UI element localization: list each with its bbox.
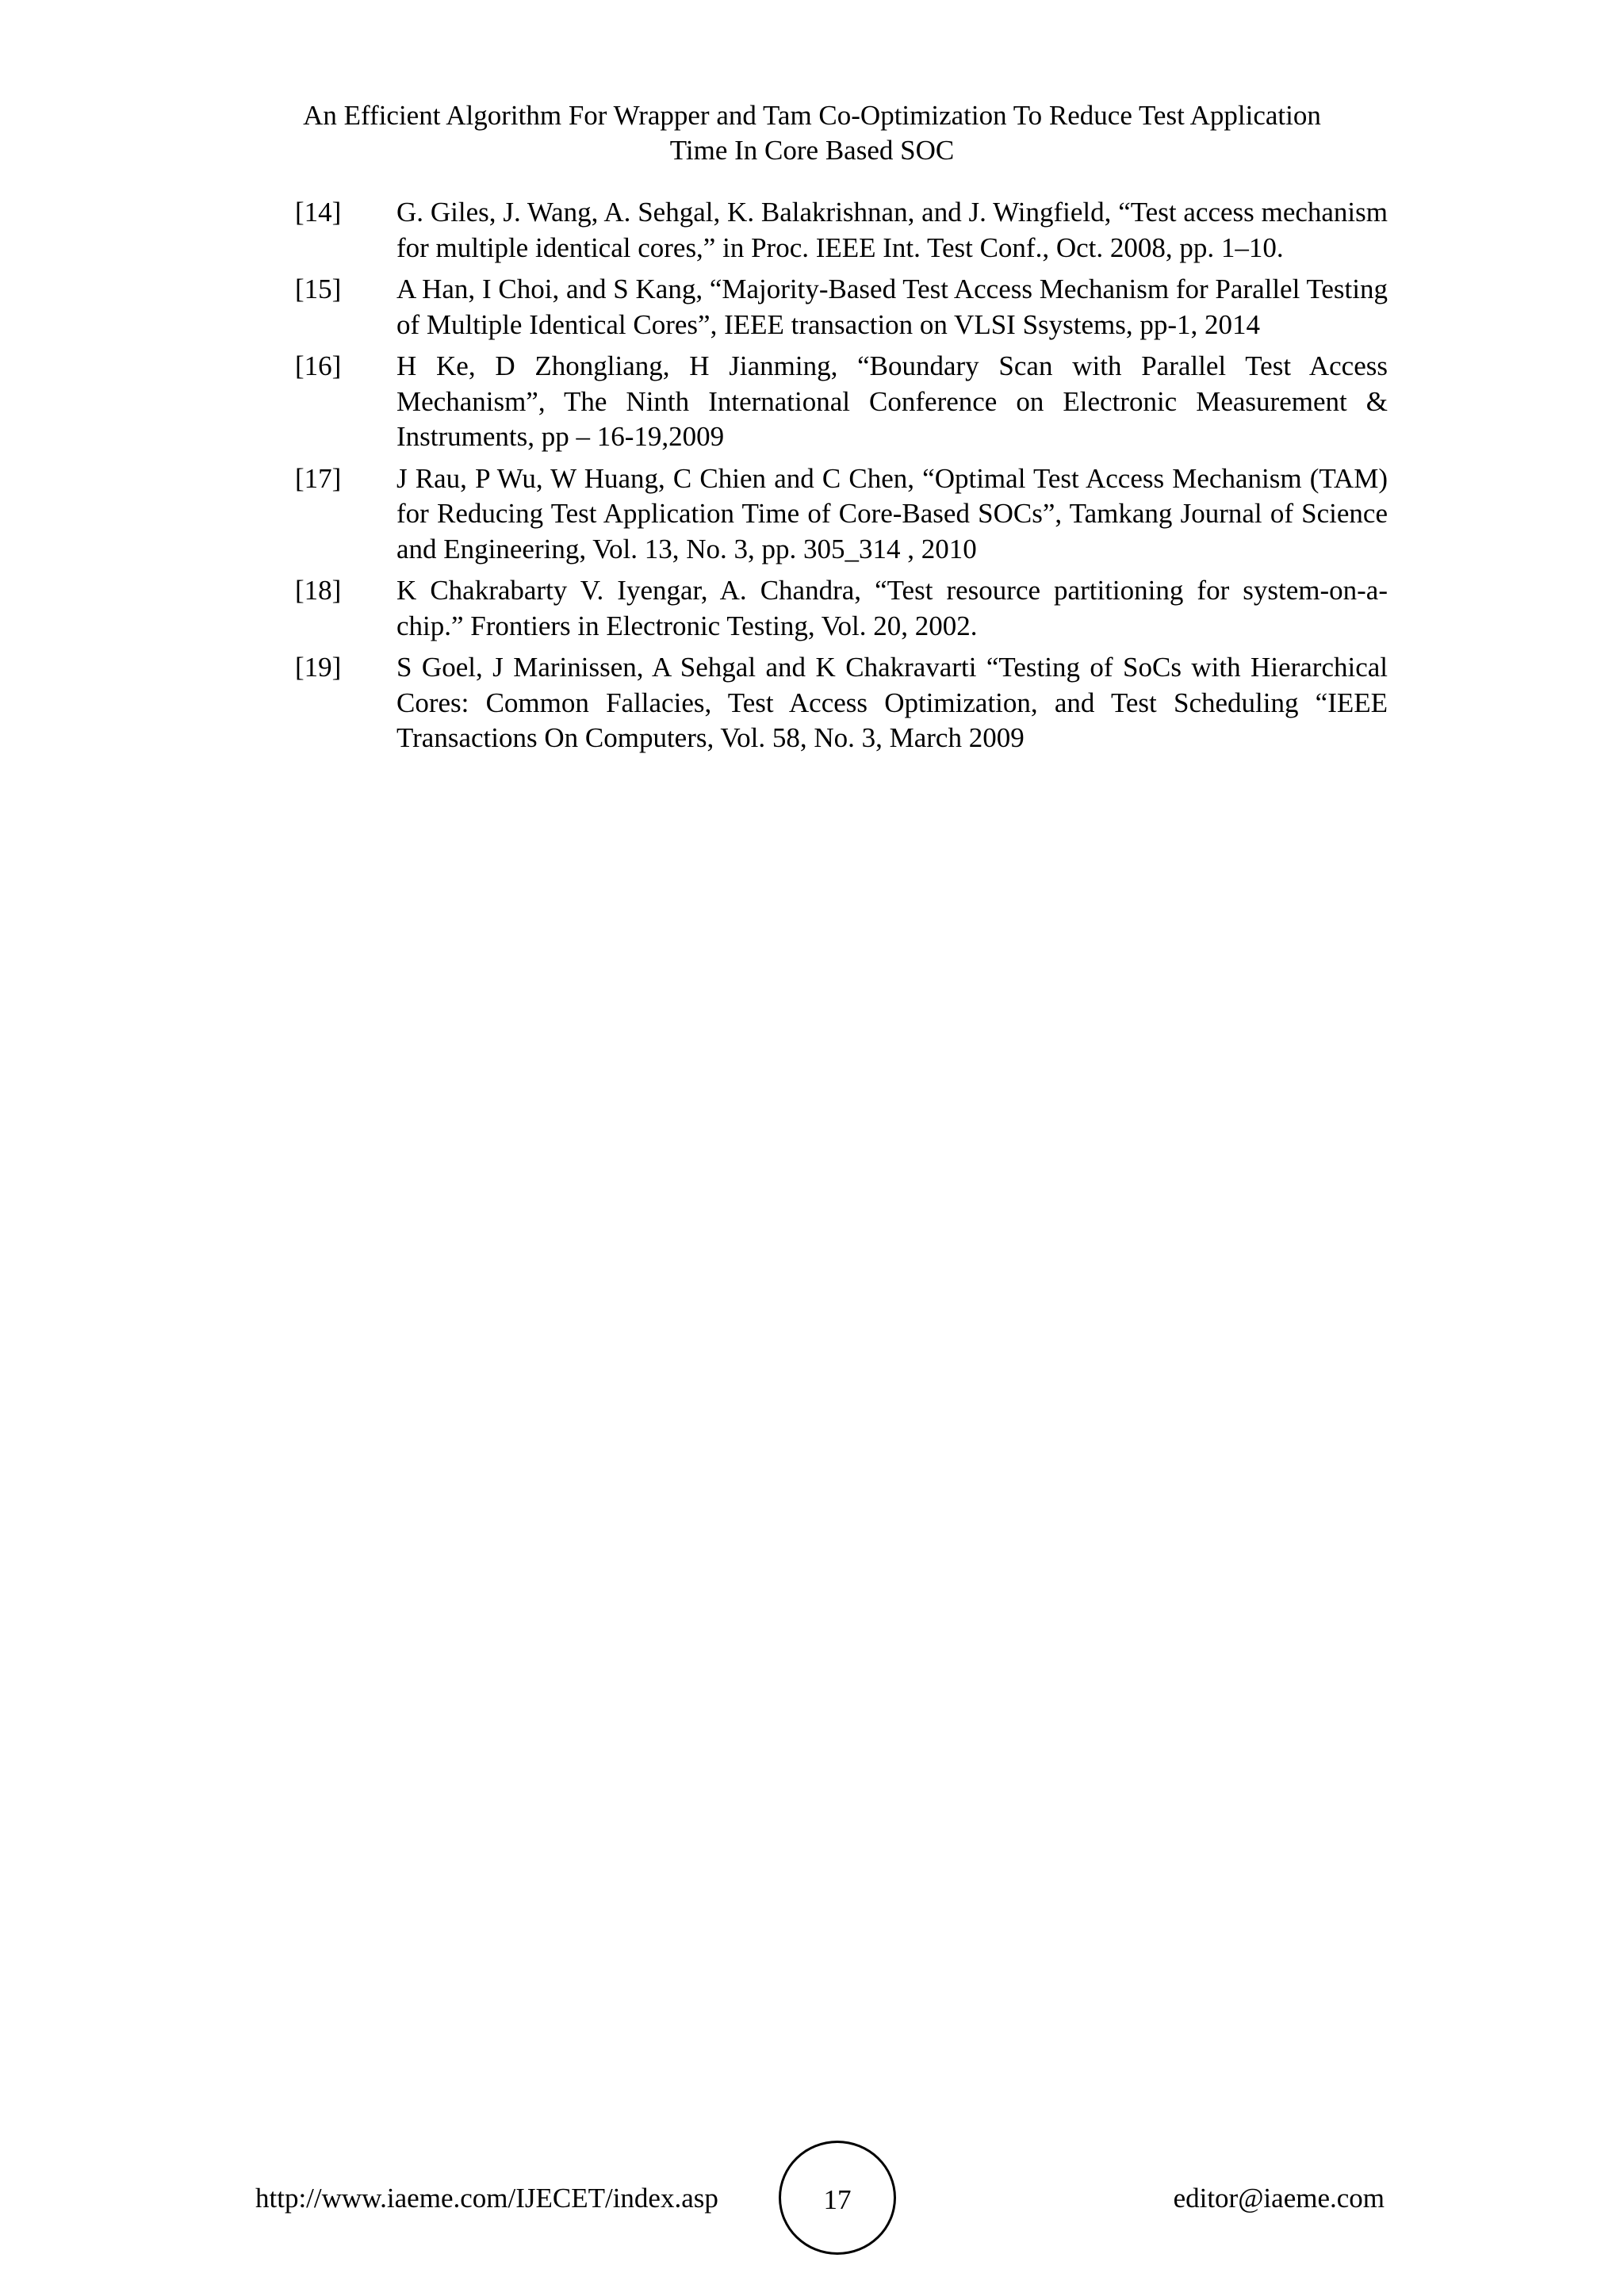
reference-number: [14] (295, 197, 342, 228)
reference-item (295, 573, 1388, 644)
header-line-2: Time In Core Based SOC (669, 135, 955, 166)
reference-text: A Han, I Choi, and S Kang, “Majority-Based Test Access Mechanism for Parallel Testing of Multiple Identical Cores”, IEEE transaction on VLSI Ssystems, pp-1, 2014 (396, 274, 1388, 340)
reference-number: [15] (295, 274, 342, 304)
header-line-1: An Efficient Algorithm For Wrapper and Tam Co-Optimization To Reduce Test Application (303, 100, 1321, 131)
footer-email-link[interactable]: editor@iaeme.com (1173, 2183, 1385, 2214)
reference-item (295, 195, 1388, 266)
reference-text: J Rau, P Wu, W Huang, C Chien and C Chen, “Optimal Test Access Mechanism (TAM) for Reducing Test Application Time of Core-Based SOCs”, Tamkang Journal of Science and Engineering, Vol. 13, No. 3, pp. 305_314 , 2010 (396, 462, 1388, 564)
reference-item (295, 461, 1388, 568)
reference-item (295, 272, 1388, 342)
reference-text: G. Giles, J. Wang, A. Sehgal, K. Balakrishnan, and J. Wingfield, “Test access mechanism for multiple identical cores,” in Proc. IEEE Int. Test Conf., Oct. 2008, pp. 1–10. (396, 197, 1388, 263)
reference-text: S Goel, J Marinissen, A Sehgal and K Chakravarti “Testing of SoCs with Hierarchical Cores: Common Fallacies, Test Access Optimization, and Test Scheduling “IEEE Transactions On Computers, Vol. 58, No. 3, March 2009 (396, 652, 1388, 753)
page-number-circle (779, 2141, 896, 2255)
footer-url-link[interactable]: http://www.iaeme.com/IJECET/index.asp (255, 2183, 718, 2214)
reference-number: [17] (295, 462, 342, 494)
reference-text: H Ke, D Zhongliang, H Jianming, “Boundary Scan with Parallel Test Access Mechanism”, The Ninth International Conference on Electronic Measurement & Instruments, pp – 16-19,2009 (396, 350, 1388, 452)
running-header (238, 98, 1386, 168)
reference-number: [19] (295, 652, 342, 683)
reference-item (295, 650, 1388, 756)
reference-list (295, 195, 1388, 763)
reference-text: K Chakrabarty V. Iyengar, A. Chandra, “Test resource partitioning for system-on-a-chip.” Frontiers in Electronic Testing, Vol. 20, 2002. (396, 575, 1388, 641)
reference-item (295, 349, 1388, 455)
reference-number: [18] (295, 575, 342, 606)
page-number: 17 (823, 2184, 852, 2215)
reference-number: [16] (295, 350, 342, 381)
